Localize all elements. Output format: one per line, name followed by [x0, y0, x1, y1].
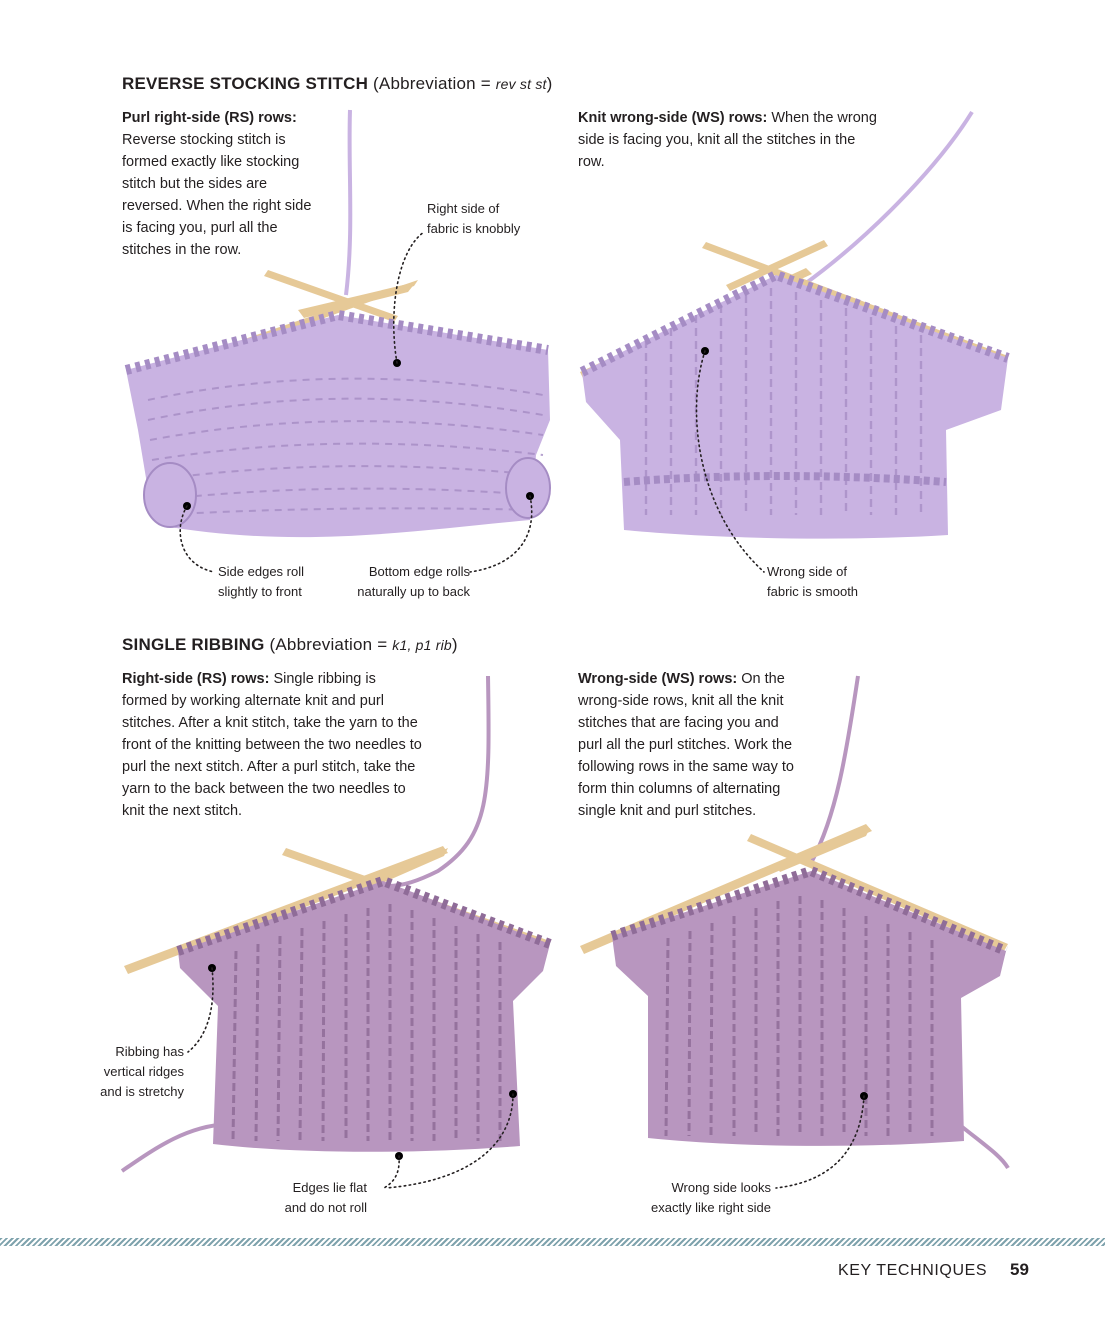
photo-single-ribbing-wrong-side [576, 676, 1012, 1186]
section-title-text: SINGLE RIBBING [122, 635, 265, 654]
instruction-heading: Wrong-side (WS) rows: [578, 671, 738, 687]
callout-line: and is stretchy [100, 1084, 184, 1099]
callout-bottom-edge-rolls [330, 562, 470, 602]
footer-section-label: KEY TECHNIQUES [838, 1262, 988, 1279]
callout-line: Edges lie flat [292, 1180, 367, 1195]
instruction-heading: Knit wrong-side (WS) rows: [578, 110, 768, 126]
page-number: 59 [1010, 1260, 1029, 1279]
callout-wrong-side-smooth [767, 562, 858, 602]
abbreviation-label: (Abbreviation = [269, 635, 393, 654]
instruction-heading: Right-side (RS) rows: [122, 671, 270, 687]
callout-line: Wrong side of [767, 564, 847, 579]
abbreviation-close: ) [451, 635, 458, 654]
callout-line: slightly to front [218, 584, 302, 599]
callout-edges-lie-flat [246, 1178, 367, 1218]
callout-line: and do not roll [284, 1200, 367, 1215]
callout-line: fabric is smooth [767, 584, 859, 599]
abbreviation-value: k1, p1 rib [392, 637, 452, 653]
callout-line: naturally up to back [357, 584, 470, 599]
callout-line: Right side of [427, 201, 500, 216]
section-title-reverse-stocking [122, 74, 552, 94]
callout-line: Ribbing has [115, 1044, 184, 1059]
instruction-text: On the wrong-side rows, knit all the knit stitches that are facing you and purl all the purl stitches. Work the following rows in the same way to form thin columns of alternating single knit and purl stitches. [578, 671, 794, 819]
photo-reverse-stocking-right-side [118, 110, 558, 540]
abbreviation-value: rev st st [495, 76, 547, 92]
footer-rule [0, 1238, 1105, 1246]
photo-reverse-stocking-wrong-side [576, 110, 1012, 550]
callout-line: vertical ridges [103, 1064, 184, 1079]
callout-line: Side edges roll [218, 564, 304, 579]
instruction-text: Single ribbing is formed by working alternate knit and purl stitches. After a knit stitch, take the yarn to the front of the knitting between the two needles to purl the next stitch. After a purl stitch, take the yarn to the back between the two needles to knit the next stitch. [122, 671, 422, 819]
callout-line: exactly like right side [651, 1200, 771, 1215]
section-title-single-ribbing [122, 635, 458, 655]
callout-line: Bottom edge rolls [368, 564, 470, 579]
callout-ribbing-vertical-ridges [64, 1042, 184, 1102]
photo-single-ribbing-right-side [118, 676, 558, 1186]
abbreviation-close: ) [546, 74, 553, 93]
abbreviation-label: (Abbreviation = [373, 74, 496, 93]
callout-side-edges-roll [218, 562, 304, 602]
instruction-text: Reverse stocking stitch is formed exactly like stocking stitch but the sides are reversed. When the right side is facing you, purl all the stitches in the row. [122, 132, 312, 258]
instruction-text: When the wrong side is facing you, knit all the stitches in the row. [578, 110, 877, 170]
section-title-text: REVERSE STOCKING STITCH [122, 74, 369, 93]
callout-right-side-knobbly [427, 199, 520, 239]
callout-line: fabric is knobbly [427, 221, 521, 236]
callout-wrong-side-looks-like-right [620, 1178, 771, 1218]
callout-line: Wrong side looks [671, 1180, 771, 1195]
instruction-heading: Purl right-side (RS) rows: [122, 110, 297, 126]
